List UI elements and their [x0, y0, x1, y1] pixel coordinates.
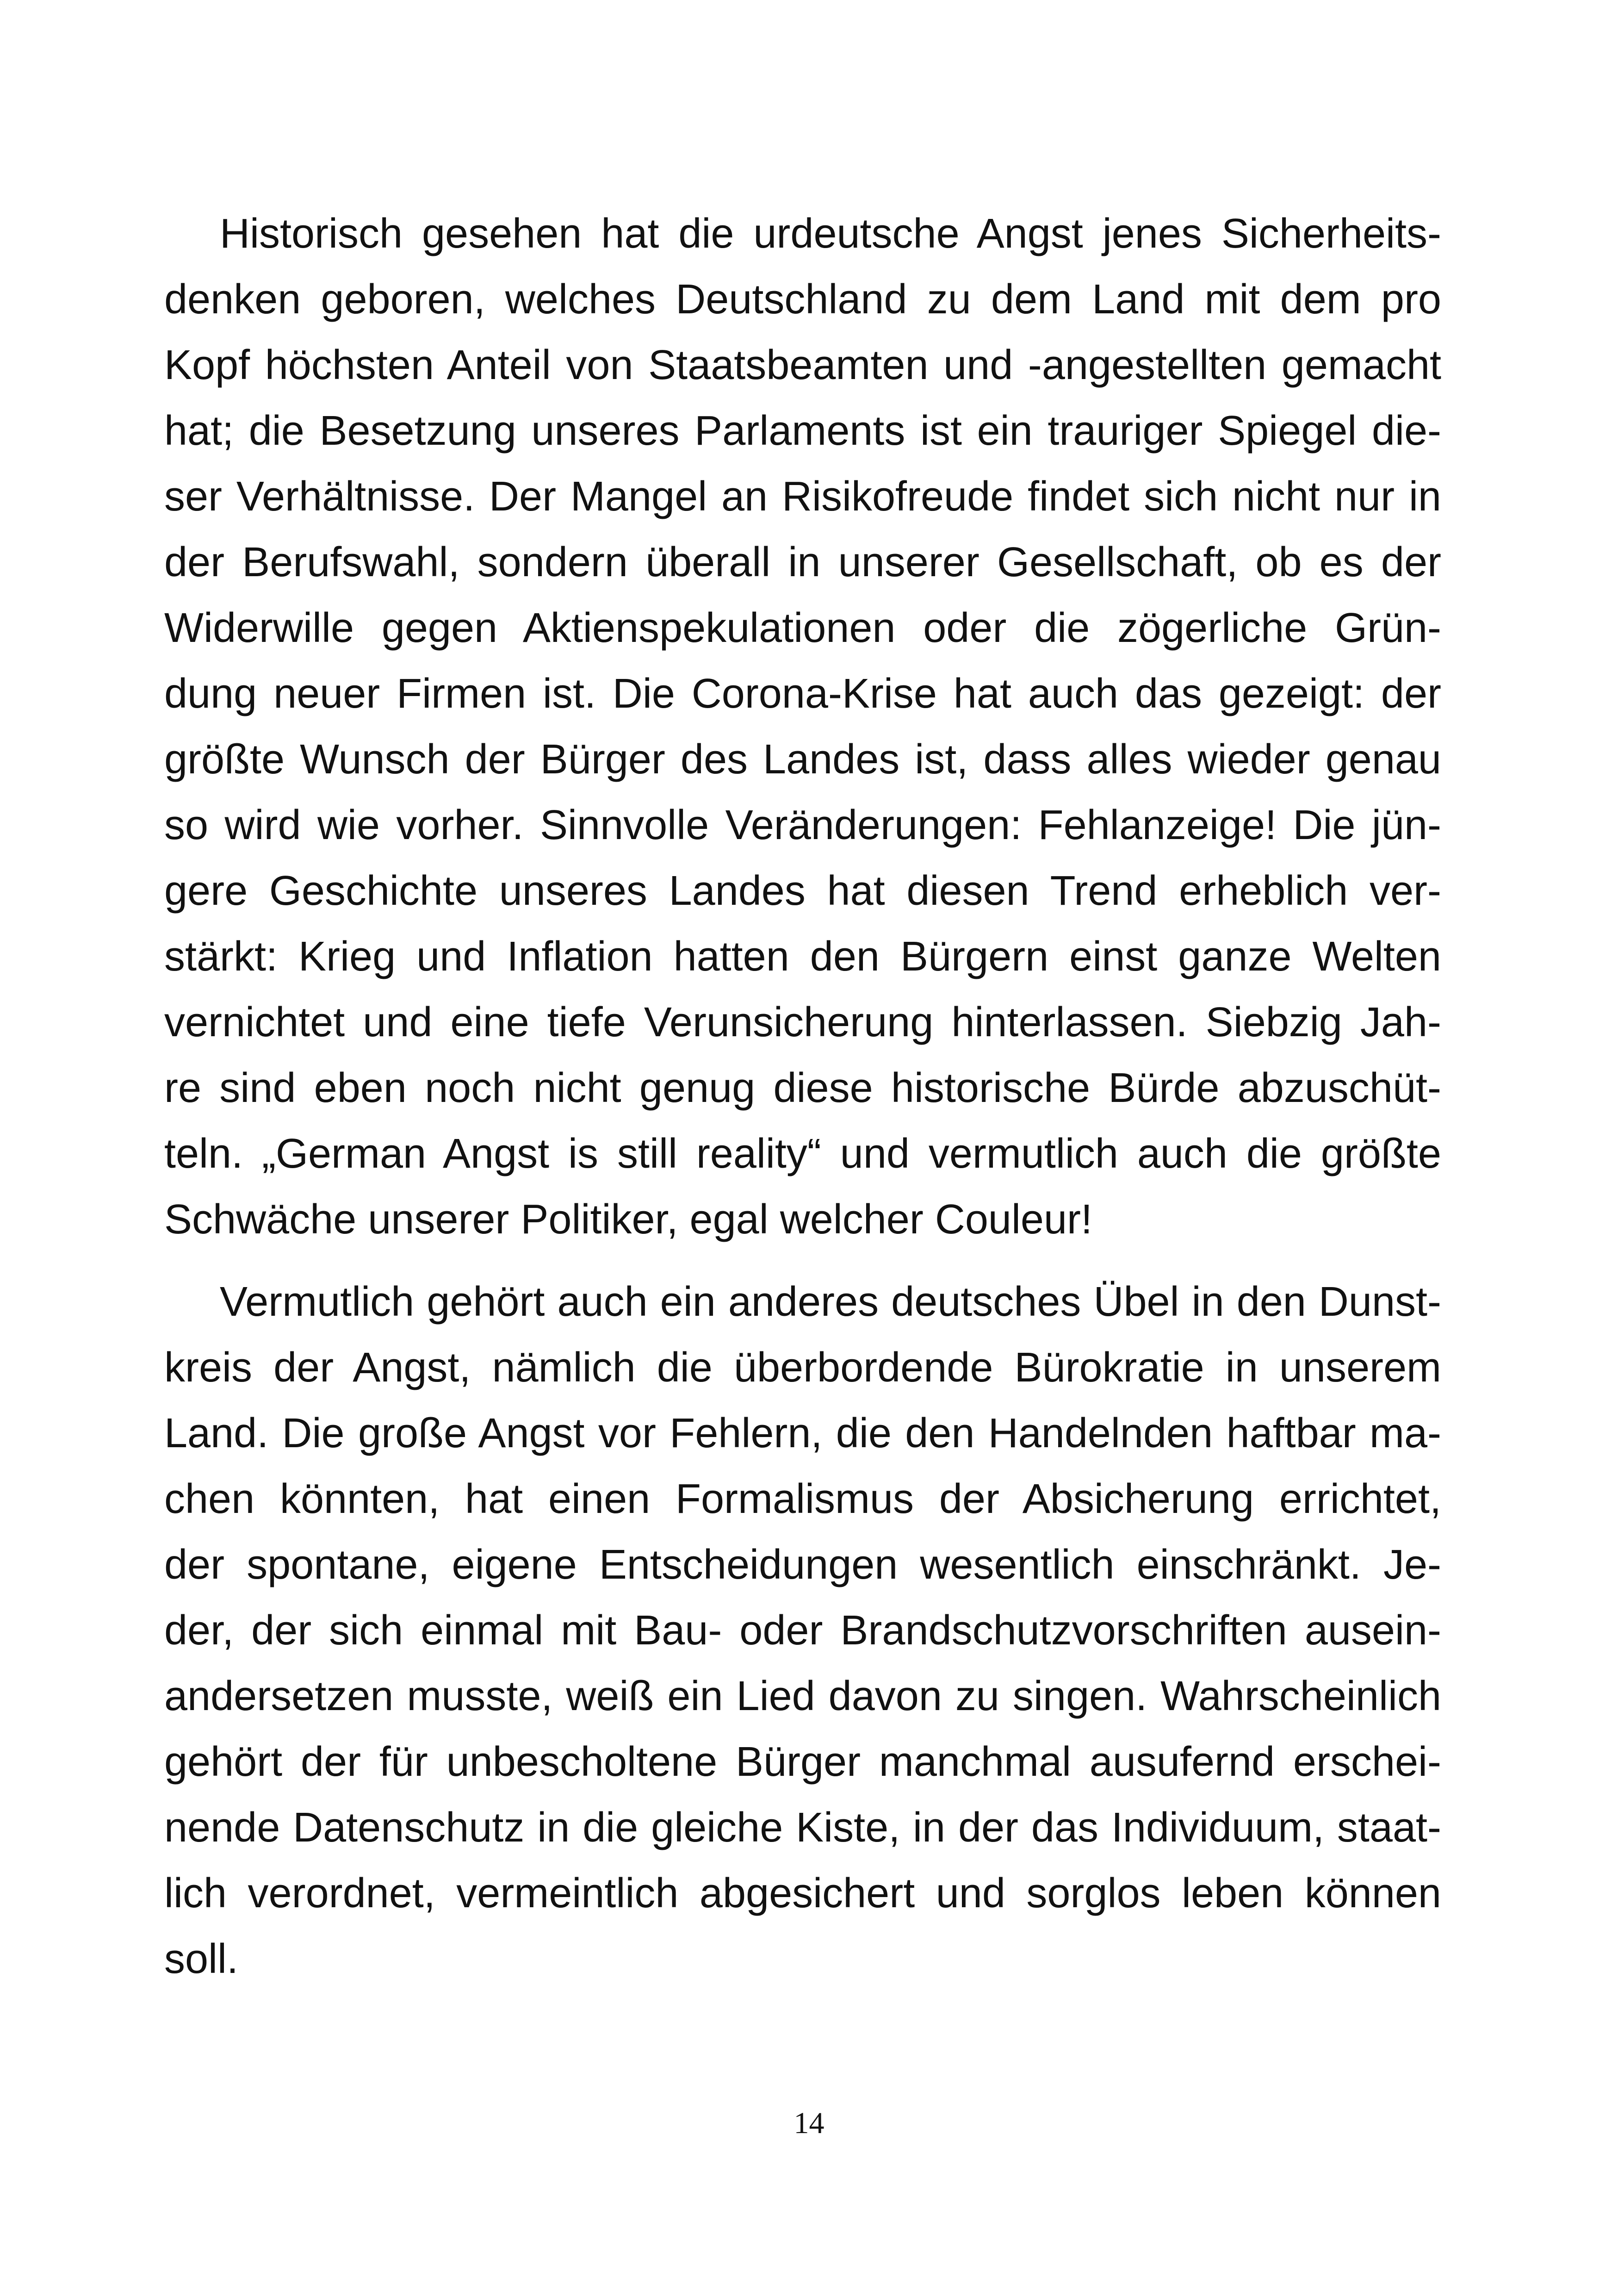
text-line: ser Verhältnisse. Der Mangel an Risikofreude findet sich nicht nur in [164, 473, 1441, 520]
text-line: Land. Die große Angst vor Fehlern, die den Handelnden haftbar ma- [164, 1410, 1441, 1456]
text-line: denken geboren, welches Deutschland zu dem Land mit dem pro [164, 276, 1441, 323]
text-line: Vermutlich gehört auch ein anderes deutsches Übel in den Dunst- [220, 1279, 1441, 1325]
text-line: größte Wunsch der Bürger des Landes ist, dass alles wieder genau [164, 736, 1441, 783]
text-line: der Berufswahl, sondern überall in unserer Gesellschaft, ob es der [164, 539, 1441, 585]
text-line: Widerwille gegen Aktienspekulationen oder die zögerliche Grün- [164, 605, 1441, 651]
text-line: chen könnten, hat einen Formalismus der Absicherung errichtet, [164, 1476, 1441, 1522]
text-line: so wird wie vorher. Sinnvolle Veränderungen: Fehlanzeige! Die jün- [164, 802, 1441, 848]
text-line: Schwäche unserer Politiker, egal welcher Couleur! [164, 1196, 1093, 1243]
text-line: stärkt: Krieg und Inflation hatten den Bürgern einst ganze Welten [164, 933, 1441, 980]
page-number: 14 [794, 2106, 824, 2140]
text-line: nende Datenschutz in die gleiche Kiste, in der das Individuum, staat- [164, 1804, 1441, 1851]
text-line: gehört der für unbescholtene Bürger manchmal ausufernd erschei- [164, 1739, 1441, 1785]
text-line: kreis der Angst, nämlich die überbordende Bürokratie in unserem [164, 1344, 1441, 1391]
text-line: hat; die Besetzung unseres Parlaments ist ein trauriger Spiegel die- [164, 408, 1441, 454]
text-line: Kopf höchsten Anteil von Staatsbeamten und -angestellten gemacht [164, 342, 1441, 388]
text-line: soll. [164, 1936, 239, 1982]
paragraph-2 [164, 1269, 1441, 1992]
text-line: der spontane, eigene Entscheidungen wesentlich einschränkt. Je- [164, 1542, 1441, 1588]
text-line: der, der sich einmal mit Bau- oder Brandschutzvorschriften ausein- [164, 1607, 1441, 1654]
body-text [164, 201, 1441, 1992]
text-line: dung neuer Firmen ist. Die Corona-Krise hat auch das gezeigt: der [164, 671, 1441, 717]
text-line: re sind eben noch nicht genug diese historische Bürde abzuschüt- [164, 1065, 1441, 1111]
text-line: lich verordnet, vermeintlich abgesichert und sorglos leben können [164, 1870, 1441, 1916]
text-line: vernichtet und eine tiefe Verunsicherung hinterlassen. Siebzig Jah- [164, 999, 1441, 1045]
text-line: teln. „German Angst is still reality“ und vermutlich auch die größte [164, 1131, 1441, 1177]
text-line: gere Geschichte unseres Landes hat diesen Trend erheblich ver- [164, 868, 1441, 914]
paragraph-gap [164, 1252, 1441, 1269]
text-line: Historisch gesehen hat die urdeutsche Angst jenes Sicherheits- [220, 211, 1441, 257]
text-line: andersetzen musste, weiß ein Lied davon zu singen. Wahrscheinlich [164, 1673, 1441, 1719]
paragraph-1 [164, 201, 1441, 1252]
